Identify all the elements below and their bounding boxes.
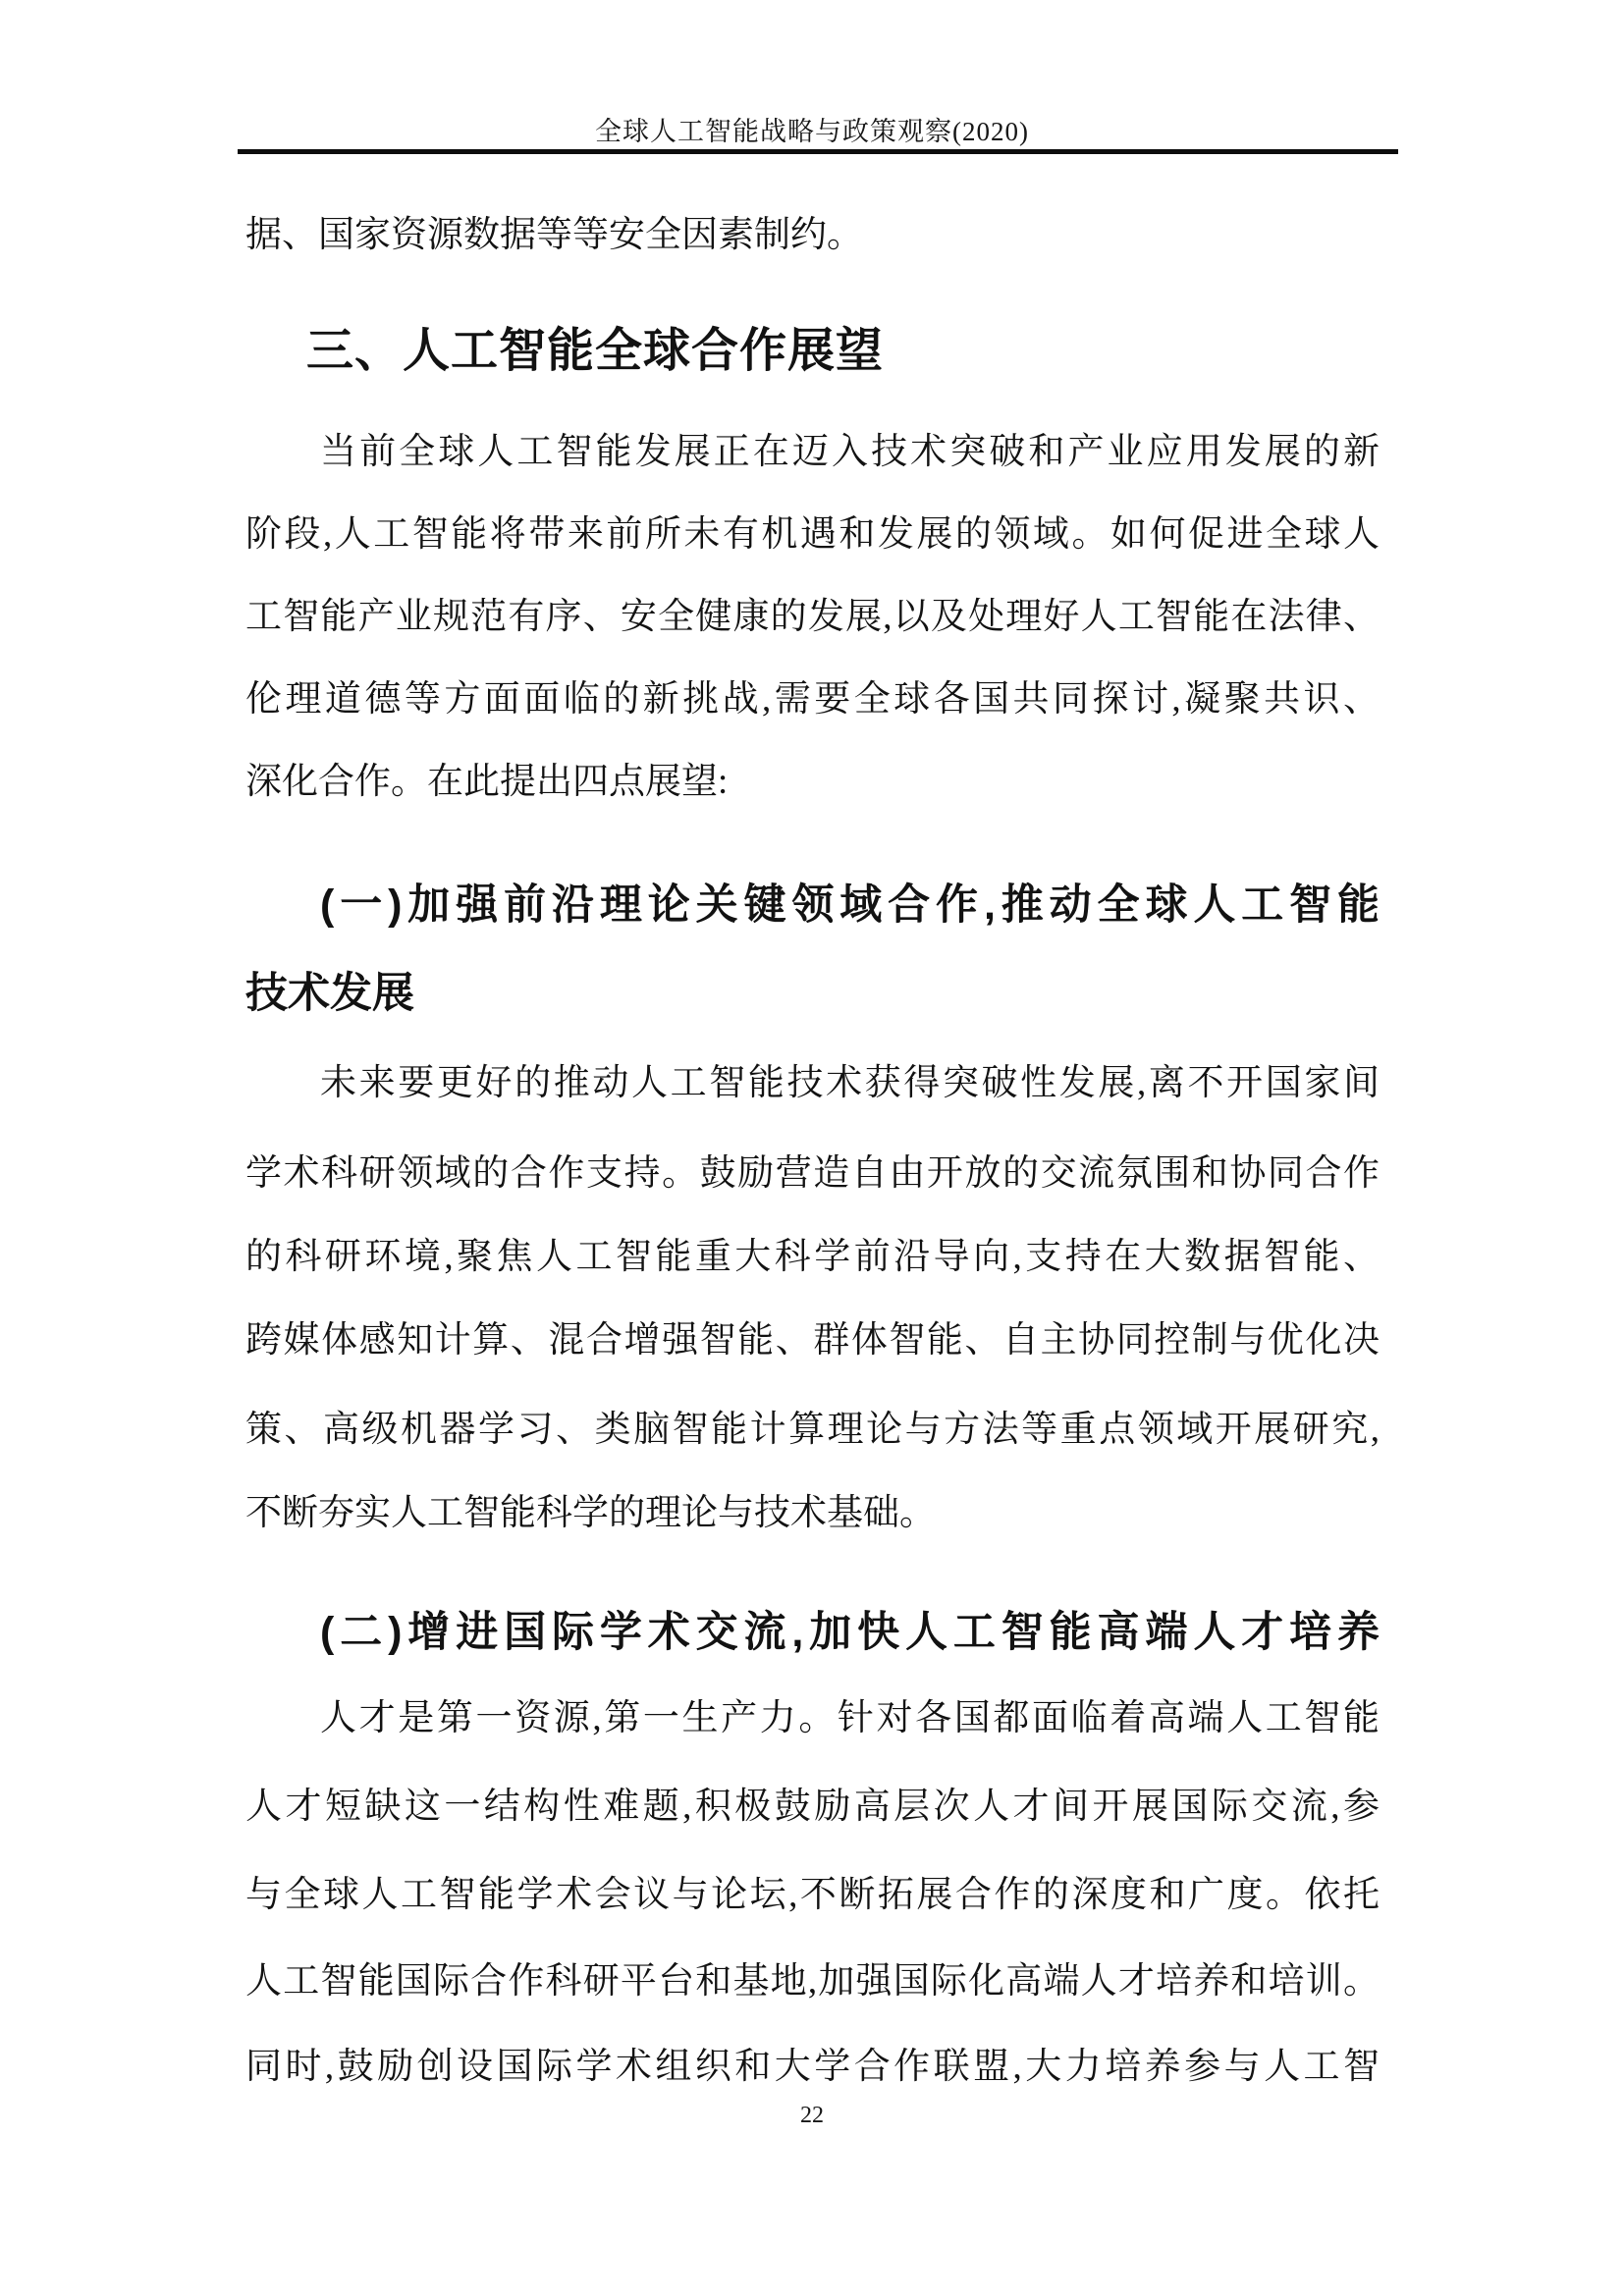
- header-rule-divider: [238, 149, 1398, 154]
- paragraph-line: 人才短缺这一结构性难题,积极鼓励高层次人才间开展国际交流,参: [245, 1787, 1380, 1827]
- page-number: 22: [800, 2103, 824, 2128]
- subsection-heading-line: 技术发展: [245, 970, 414, 1017]
- paragraph-line: 阶段,人工智能将带来前所未有机遇和发展的领域。如何促进全球人: [245, 514, 1380, 555]
- paragraph-line: 学术科研领域的合作支持。鼓励营造自由开放的交流氛围和协同合作: [245, 1153, 1380, 1194]
- paragraph-line: 不断夯实人工智能科学的理论与技术基础。: [245, 1493, 936, 1533]
- running-header-title: 全球人工智能战略与政策观察(2020): [595, 117, 1029, 146]
- body-line: 据、国家资源数据等等安全因素制约。: [245, 215, 863, 255]
- paragraph-line: 未来要更好的推动人工智能技术获得突破性发展,离不开国家间: [320, 1063, 1380, 1103]
- paragraph-line: 同时,鼓励创设国际学术组织和大学合作联盟,大力培养参与人工智: [245, 2047, 1380, 2087]
- subsection-heading-line: (一)加强前沿理论关键领域合作,推动全球人工智能: [320, 881, 1380, 929]
- subsection-heading-line: (二)增进国际学术交流,加快人工智能高端人才培养: [320, 1609, 1380, 1656]
- paragraph-line: 人才是第一资源,第一生产力。针对各国都面临着高端人工智能: [320, 1698, 1380, 1738]
- paragraph-line: 策、高级机器学习、类脑智能计算理论与方法等重点领域开展研究,: [245, 1410, 1380, 1450]
- paragraph-line: 当前全球人工智能发展正在迈入技术突破和产业应用发展的新: [320, 432, 1380, 472]
- paragraph-line: 的科研环境,聚焦人工智能重大科学前沿导向,支持在大数据智能、: [245, 1237, 1380, 1277]
- paragraph-line: 伦理道德等方面面临的新挑战,需要全球各国共同探讨,凝聚共识、: [245, 679, 1380, 720]
- paragraph-line: 深化合作。在此提出四点展望:: [245, 762, 729, 802]
- paragraph-line: 与全球人工智能学术会议与论坛,不断拓展合作的深度和广度。依托: [245, 1875, 1380, 1915]
- paragraph-line: 跨媒体感知计算、混合增强智能、群体智能、自主协同控制与优化决: [245, 1320, 1380, 1361]
- paragraph-line: 工智能产业规范有序、安全健康的发展,以及处理好人工智能在法律、: [245, 597, 1380, 637]
- section-heading: 三、人工智能全球合作展望: [306, 325, 885, 377]
- paragraph-line: 人工智能国际合作科研平台和基地,加强国际化高端人才培养和培训。: [245, 1961, 1380, 2002]
